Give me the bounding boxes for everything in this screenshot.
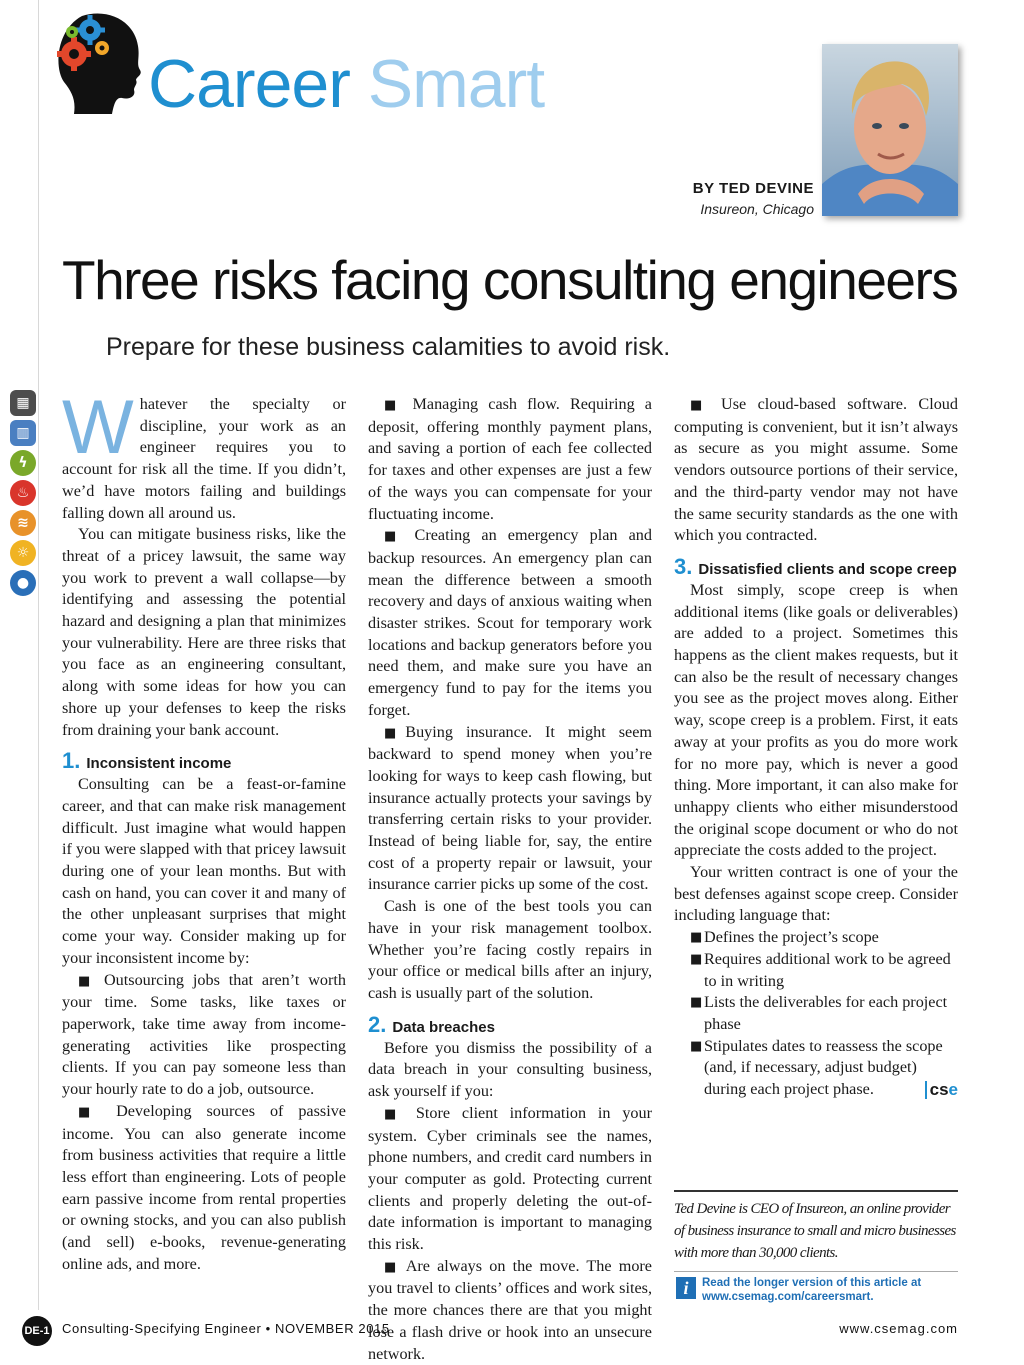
byline-organization: Insureon, Chicago <box>700 201 814 217</box>
paragraph: Before you dismiss the possibility of a data breach in your consulting business, ask yourself if you: <box>368 1038 652 1101</box>
intro-text: hatever the specialty or discipline, your work as an engineer requires you to account for risk all the time. If you didn’t, we’d have motors failing and buildings falling down all around us. <box>62 395 346 522</box>
dropcap: W <box>62 385 134 470</box>
column-1 <box>62 385 346 1275</box>
career-smart-logo-icon <box>52 8 144 116</box>
bullet-square-icon: ■ <box>384 398 403 413</box>
list-text: Lists the deliverables for each project phase <box>704 993 948 1033</box>
list-text: Stipulates dates to reassess the scope (and, if necessary, adjust budget) during each project phase. <box>704 1036 943 1099</box>
paragraph: You can mitigate business risks, like the threat of a pricey lawsuit, the same way you work to prevent a wall collapse—by identifying and assessing the potential hazard and designing a plan that minimizes your vulnerability. Here are three risks that you face as an engineering consultant, along with some ideas for how you can shore up your defenses to keep the risks from draining your bank account. <box>62 525 346 739</box>
lightning-icon: ϟ <box>10 450 36 476</box>
article-deck: Prepare for these business calamities to avoid risk. <box>106 333 671 361</box>
cse-end-mark <box>925 1081 958 1099</box>
footer-url[interactable]: www.csemag.com <box>839 1321 958 1336</box>
water-drop-icon: ● <box>10 570 36 596</box>
bullet-square-icon: ■ <box>690 930 703 946</box>
endmark-cs: cs <box>929 1080 949 1100</box>
list-item <box>674 992 958 1035</box>
bullet-text: Creating an emergency plan and backup resources. An emergency plan can mean the difference between a smooth recovery and days of anxious waiting when disaster strikes. Scout for temporary work locations and backup generators before you need them, and make sure you have an emergency fund to pay for the items you forget. <box>368 526 652 719</box>
info-icon: i <box>676 1277 696 1299</box>
building-icon: ▥ <box>10 420 36 446</box>
paragraph: Consulting can be a feast-or-famine career, and that can make risk management difficult. Just imagine what would happen if you were slapped with that pricey lawsuit during one of your lean months. But with cash on hand, you can cover it and many of the other unpleasant surprises that might come your way. Consider making up for your inconsistent income by: <box>62 775 346 967</box>
longer-version-note[interactable] <box>702 1276 921 1304</box>
author-photo <box>822 44 958 216</box>
section-number: 1. <box>62 748 81 774</box>
section-3-heading <box>674 553 958 580</box>
footer-separator: • <box>265 1321 271 1336</box>
bullet-item <box>368 1103 652 1256</box>
section-title: Data breaches <box>392 1018 495 1036</box>
bullet-square-icon: ■ <box>78 1104 102 1120</box>
bullet-text: Managing cash flow. Requiring a deposit, offering monthly payment plans, and saving a portion of each fee collected for taxes and other expenses are just a few of the ways you can compensate for your fluctuating income. <box>368 395 652 523</box>
author-bio: Ted Devine is CEO of Insureon, an online provider of business insurance to small and micro businesses with more than 30,000 clients. <box>674 1201 956 1261</box>
bullet-square-icon: ■ <box>690 1038 703 1054</box>
section-title: Dissatisfied clients and scope creep <box>698 560 957 578</box>
longer-version-text: Read the longer version of this article at <box>702 1277 922 1289</box>
calculator-icon: ▦ <box>10 390 36 416</box>
section-1-heading <box>62 748 346 774</box>
paragraph: Cash is one of the best tools you can have in your risk management toolbox. Whether you’re facing costly repairs in your office or medical bills after an injury, cash is usually part of the solution. <box>368 897 652 1002</box>
bullet-item <box>368 525 652 721</box>
bullet-square-icon: ■ <box>690 398 710 413</box>
bullet-text: Are always on the move. The more you travel to clients’ offices and work sites, the more chances there are that you might lose a flash drive or hook into an unsecure network. <box>368 1256 652 1363</box>
list-item <box>674 927 958 949</box>
bullet-item <box>368 394 652 525</box>
bullet-item <box>368 722 652 897</box>
byline-author: BY TED DEVINE <box>692 180 814 197</box>
bullet-text: Developing sources of passive income. You can also generate income from business activities that require a little less effort than engineering. Lots of people earn passive income from rental properties or owning stocks, and you can also publish (and sell) e-books, revenue-generating online ads, and more. <box>62 1101 346 1273</box>
series-title-word2: Smart <box>367 46 545 122</box>
longer-version-link[interactable]: www.csemag.com/careersmart. <box>702 1291 874 1303</box>
bullet-square-icon: ■ <box>384 529 404 545</box>
publication-name: Consulting-Specifying Engineer <box>62 1321 262 1336</box>
section-title: Inconsistent income <box>86 755 232 773</box>
series-title-word1: Career <box>148 46 350 122</box>
intro-paragraph <box>62 385 346 524</box>
series-title <box>148 46 545 122</box>
bullet-item <box>368 1256 652 1365</box>
paragraph: Your written contract is one of your the best defenses against scope creep. Consider including language that: <box>674 863 958 925</box>
section-number: 3. <box>674 553 693 579</box>
column-3 <box>674 394 958 1101</box>
bullet-item <box>62 1101 346 1276</box>
page-number-badge: DE-1 <box>22 1316 52 1346</box>
bullet-square-icon: ■ <box>690 951 703 967</box>
paragraph: Most simply, scope creep is when additional items (like goals or deliverables) are added to a project. Sometimes this happens as the client makes requests, but it can also be the result of necessary changes you see as the project moves along. Either way, scope creep is a problem. First, it eats away at your profits as you do more work for no more pay, which is never a good thing. More important, it can also make for unhappy clients who either misunderstood the original scope document or who do not appreciate the costs added to the project. <box>674 580 958 860</box>
list-text: Defines the project’s scope <box>704 928 879 947</box>
bullet-item <box>674 394 958 547</box>
column-2 <box>368 394 652 1365</box>
section-number: 2. <box>368 1011 387 1037</box>
bullet-text: Store client information in your system. Cyber criminals see the names, phone numbers, and credit card numbers in your computer as gold. Protecting current clients and properly deleting the out-of-date information is important to managing this risk. <box>368 1103 652 1254</box>
bullet-square-icon: ■ <box>78 973 96 989</box>
issue-date: NOVEMBER 2015 <box>274 1321 390 1336</box>
flame-icon: ♨ <box>10 480 36 506</box>
byline <box>693 180 814 217</box>
margin-rule <box>38 0 39 1310</box>
list-text: Requires additional work to be agreed to in writing <box>704 949 951 990</box>
heat-icon: ≋ <box>10 510 36 536</box>
bullet-item <box>62 970 346 1101</box>
section-2-heading <box>368 1011 652 1038</box>
bullet-square-icon: ■ <box>384 1106 405 1122</box>
bullet-text: Use cloud-based software. Cloud computing is convenient, but it isn’t always as secure as you might assume. Some vendors outsource portions of their service, and the third-party vendor may not have the same security standards as the one with which you contracted. <box>674 395 958 545</box>
lightbulb-icon: ☼ <box>10 540 36 566</box>
topic-icon-strip <box>10 390 38 600</box>
article-headline: Three risks facing consulting engineers <box>62 249 958 311</box>
list-item <box>674 949 958 992</box>
footer-publication-line <box>62 1321 390 1336</box>
bio-divider <box>674 1190 958 1192</box>
bullet-square-icon: ■ <box>384 725 406 741</box>
bullet-text: Outsourcing jobs that aren’t worth your time. Some tasks, like taxes or paperwork, take time away from income-generating activities like prospecting clients. If you can pay someone less than your hourly rate to do a job, outsource. <box>62 970 346 1099</box>
bullet-square-icon: ■ <box>690 995 703 1011</box>
bullet-text: Buying insurance. It might seem backward to spend money when you’re looking for ways to keep cash flowing, but insurance actually protects your savings by transferring certain risks to your provider. Instead of being liable for, say, the entire cost of a property repair or lawsuit, your insurance carrier picks up some of the cost. <box>368 722 652 894</box>
info-divider <box>674 1271 958 1272</box>
list-item <box>674 1036 958 1101</box>
bullet-square-icon: ■ <box>384 1259 400 1275</box>
endmark-e: e <box>948 1080 958 1100</box>
